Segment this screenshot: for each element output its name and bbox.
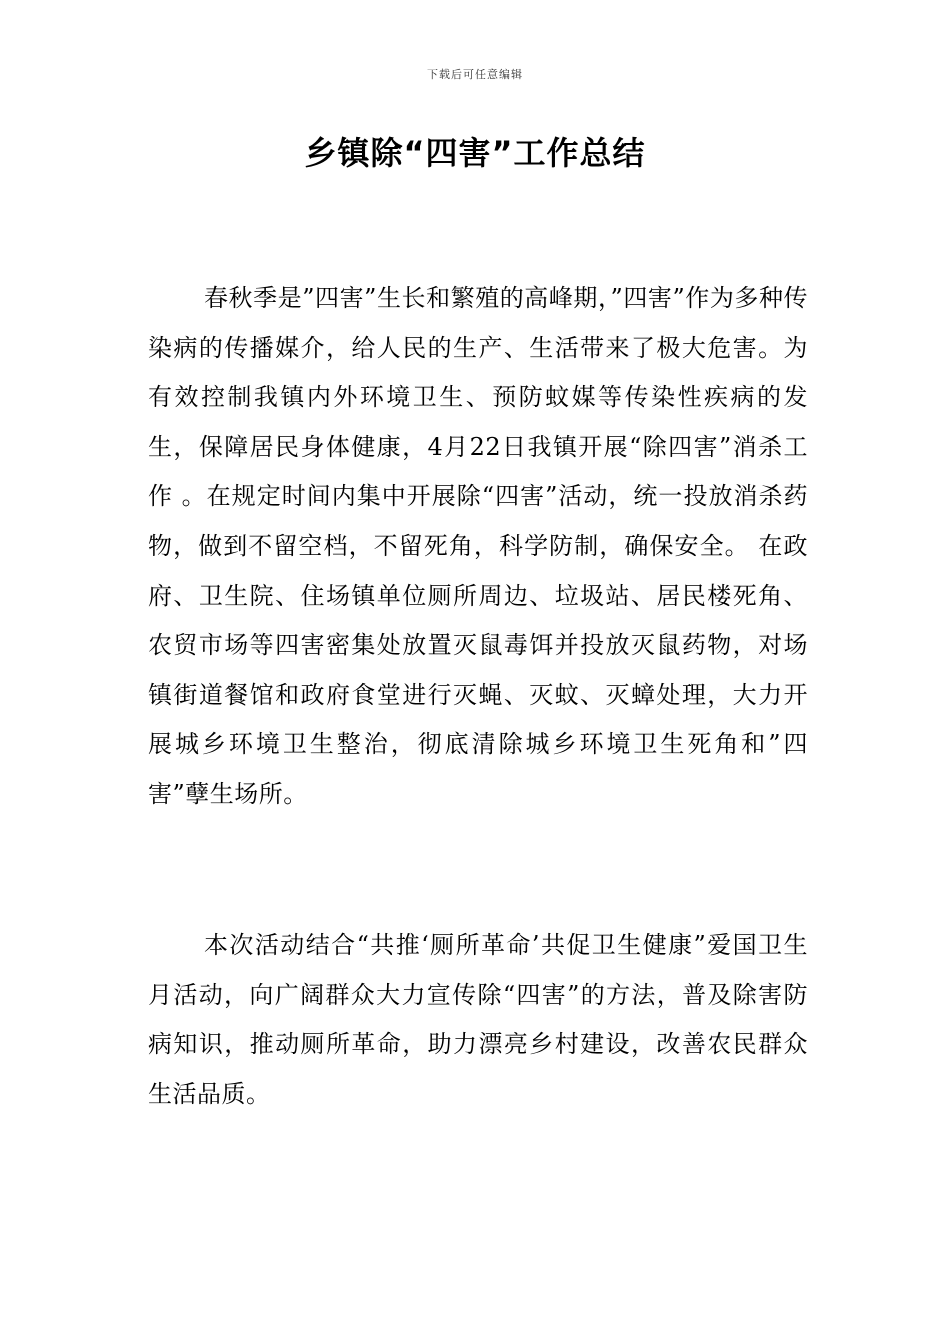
- document-title: 乡镇除“四害”工作总结: [304, 134, 646, 172]
- body-paragraph-1: 春秋季是”四害”生长和繁殖的高峰期，”四害”作为多种传染病的传播媒介，给人民的生产、生活带来了极大危害。为有效控制我镇内外环境卫生、预防蚊媒等传染性疾病的发生，保障居民身体健康，4月22日我镇开展“除四害”消杀工作 。在规定时间内集中开展除“四害”活动，统一投放消杀药物，做到不留空档，不留死角，科学防制，确保安全。 在政府、卫生院、住场镇单位厕所周边、垃圾站、居民楼死角、农贸市场等四害密集处放置灭鼠毒饵并投放灭鼠药物，对场镇街道餐馆和政府食堂进行灭蝇、灭蚊、灭蟑处理，大力开展城乡环境卫生整治，彻底清除城乡环境卫生死角和”四害”孽生场所。: [148, 284, 808, 808]
- header-note: 下载后可任意编辑: [427, 68, 523, 81]
- body-paragraph-2: 本次活动结合“共推‘厕所革命’共促卫生健康”爱国卫生月活动，向广阔群众大力宣传除“四害”的方法，普及除害防病知识，推动厕所革命，助力漂亮乡村建设，改善农民群众生活品质。: [148, 931, 808, 1108]
